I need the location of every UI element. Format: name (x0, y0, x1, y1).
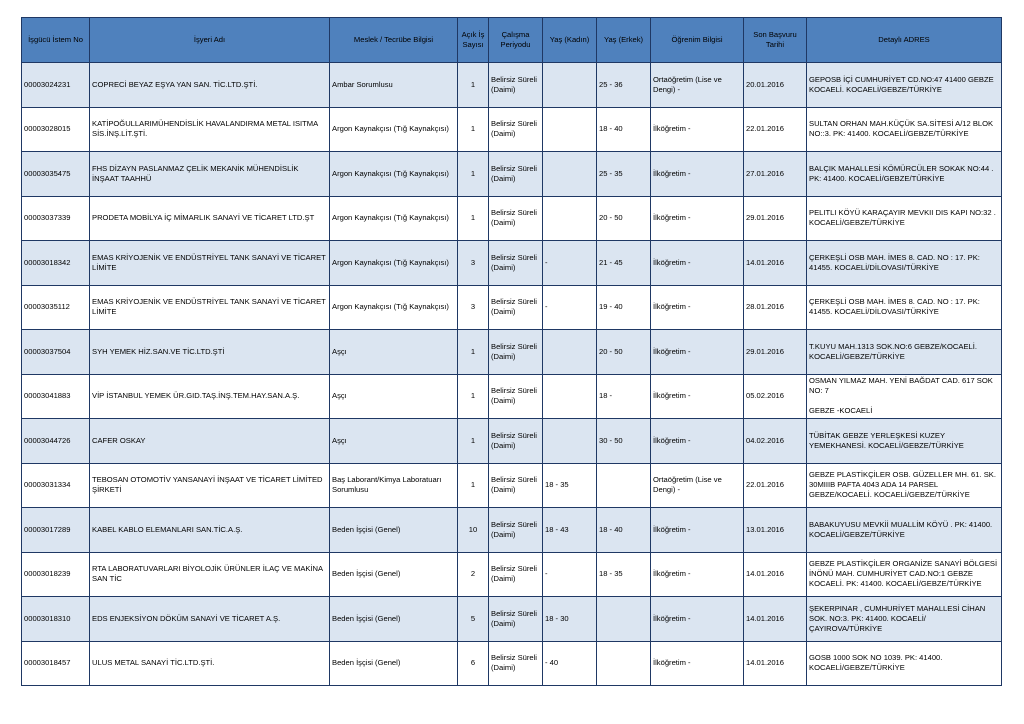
cell-isyeri-adi: RTA LABORATUVARLARI BİYOLOJİK ÜRÜNLER İLAÇ VE MAKİNA SAN TİC (90, 552, 330, 597)
cell-son-basvuru: 04.02.2016 (744, 419, 807, 464)
table-row (22, 285, 1002, 330)
cell-isyeri-adi: PRODETA MOBİLYA İÇ MİMARLIK SANAYİ VE TİCARET LTD.ŞT (90, 196, 330, 241)
cell-ogrenim: İlköğretim - (651, 330, 744, 375)
cell-calisma-periyodu: Belirsiz Süreli (Daimi) (489, 107, 543, 152)
cell-istem-no: 00003037339 (22, 196, 90, 241)
header-adres: Detaylı ADRES (807, 18, 1002, 63)
cell-acik-is: 5 (458, 597, 489, 642)
cell-yas-erkek: 18 - 35 (597, 552, 651, 597)
cell-son-basvuru: 14.01.2016 (744, 552, 807, 597)
cell-acik-is: 6 (458, 641, 489, 686)
table-row (22, 330, 1002, 375)
cell-yas-erkek (597, 641, 651, 686)
cell-acik-is: 3 (458, 241, 489, 286)
table-row (22, 552, 1002, 597)
cell-calisma-periyodu: Belirsiz Süreli (Daimi) (489, 196, 543, 241)
cell-calisma-periyodu: Belirsiz Süreli (Daimi) (489, 641, 543, 686)
cell-calisma-periyodu: Belirsiz Süreli (Daimi) (489, 463, 543, 508)
cell-son-basvuru: 27.01.2016 (744, 152, 807, 197)
cell-ogrenim: İlköğretim - (651, 241, 744, 286)
table-row (22, 463, 1002, 508)
cell-adres: PELITLI KÖYÜ KARAÇAYIR MEVKII DIS KAPI NO:32 . KOCAELİ/GEBZE/TÜRKİYE (807, 196, 1002, 241)
cell-isyeri-adi: SYH YEMEK HİZ.SAN.VE TİC.LTD.ŞTİ (90, 330, 330, 375)
cell-meslek: Beden İşçisi (Genel) (330, 508, 458, 553)
cell-yas-kadin: - (543, 552, 597, 597)
cell-meslek: Argon Kaynakçısı (Tığ Kaynakçısı) (330, 196, 458, 241)
cell-istem-no: 00003024231 (22, 63, 90, 108)
table-body (22, 63, 1002, 686)
cell-adres: BALÇIK MAHALLESİ KÖMÜRCÜLER SOKAK NO:44 . PK: 41400. KOCAELİ/GEBZE/TÜRKİYE (807, 152, 1002, 197)
cell-isyeri-adi: TEBOSAN OTOMOTİV YANSANAYİ İNŞAAT VE TİCARET LİMİTED ŞİRKETİ (90, 463, 330, 508)
cell-ogrenim: İlköğretim - (651, 508, 744, 553)
cell-adres: GEBZE PLASTİKÇİLER ORGANİZE SANAYİ BÖLGESİ İNÖNÜ MAH. CUMHURİYET CAD.NO:1 GEBZE KOCAELİ. PK: 41400. KOCAELİ/GEBZE/TÜRKİYE (807, 552, 1002, 597)
cell-ogrenim: Ortaöğretim (Lise ve Dengi) - (651, 463, 744, 508)
cell-meslek: Argon Kaynakçısı (Tığ Kaynakçısı) (330, 152, 458, 197)
cell-adres: ŞEKERPINAR , CUMHURİYET MAHALLESİ CİHAN SOK. NO:3. PK: 41400. KOCAELİ/ÇAYIROVA/TÜRKİYE (807, 597, 1002, 642)
table-row (22, 63, 1002, 108)
cell-calisma-periyodu: Belirsiz Süreli (Daimi) (489, 419, 543, 464)
cell-istem-no: 00003044726 (22, 419, 90, 464)
cell-yas-kadin: 18 - 30 (543, 597, 597, 642)
header-ogrenim: Öğrenim Bilgisi (651, 18, 744, 63)
cell-acik-is: 1 (458, 463, 489, 508)
cell-yas-erkek: 19 - 40 (597, 285, 651, 330)
cell-yas-erkek (597, 463, 651, 508)
table-row (22, 419, 1002, 464)
cell-yas-erkek: 18 - (597, 374, 651, 419)
cell-adres: TÜBİTAK GEBZE YERLEŞKESİ KUZEY YEMEKHANESİ. KOCAELİ/GEBZE/TÜRKİYE (807, 419, 1002, 464)
header-acik-is: Açık İş Sayısı (458, 18, 489, 63)
job-listing-sheet (21, 17, 1002, 686)
cell-yas-erkek: 30 - 50 (597, 419, 651, 464)
cell-acik-is: 1 (458, 152, 489, 197)
table-row (22, 152, 1002, 197)
cell-acik-is: 1 (458, 330, 489, 375)
table-row (22, 508, 1002, 553)
cell-ogrenim: İlköğretim - (651, 374, 744, 419)
cell-meslek: Aşçı (330, 419, 458, 464)
header-meslek: Meslek / Tecrübe Bilgisi (330, 18, 458, 63)
cell-yas-kadin: 18 - 43 (543, 508, 597, 553)
cell-son-basvuru: 14.01.2016 (744, 241, 807, 286)
cell-yas-erkek: 25 - 36 (597, 63, 651, 108)
cell-isyeri-adi: VİP İSTANBUL YEMEK ÜR.GID.TAŞ.İNŞ.TEM.HAY.SAN.A.Ş. (90, 374, 330, 419)
cell-istem-no: 00003018239 (22, 552, 90, 597)
cell-adres: OSMAN YILMAZ MAH. YENİ BAĞDAT CAD. 617 SOK NO: 7 GEBZE -KOCAELİ (807, 374, 1002, 419)
cell-son-basvuru: 20.01.2016 (744, 63, 807, 108)
cell-acik-is: 3 (458, 285, 489, 330)
cell-yas-erkek: 20 - 50 (597, 196, 651, 241)
table-row (22, 641, 1002, 686)
cell-calisma-periyodu: Belirsiz Süreli (Daimi) (489, 241, 543, 286)
cell-calisma-periyodu: Belirsiz Süreli (Daimi) (489, 374, 543, 419)
cell-son-basvuru: 29.01.2016 (744, 330, 807, 375)
cell-meslek: Beden İşçisi (Genel) (330, 552, 458, 597)
cell-yas-kadin (543, 63, 597, 108)
cell-yas-kadin: - 40 (543, 641, 597, 686)
header-row (22, 18, 1002, 63)
cell-meslek: Ambar Sorumlusu (330, 63, 458, 108)
cell-adres: T.KUYU MAH.1313 SOK.NO:6 GEBZE/KOCAELİ. KOCAELİ/GEBZE/TÜRKİYE (807, 330, 1002, 375)
cell-istem-no: 00003017289 (22, 508, 90, 553)
cell-adres: BABAKUYUSU MEVKİİ MUALLİM KÖYÜ . PK: 41400. KOCAELİ/GEBZE/TÜRKİYE (807, 508, 1002, 553)
cell-istem-no: 00003028015 (22, 107, 90, 152)
cell-acik-is: 1 (458, 196, 489, 241)
cell-ogrenim: Ortaöğretim (Lise ve Dengi) - (651, 63, 744, 108)
cell-adres: GEBZE PLASTİKÇİLER OSB. GÜZELLER MH. 61. SK. 30MIIIB PAFTA 4043 ADA 14 PARSEL GEBZE/KOCAELİ. KOCAELİ/GEBZE/TÜRKİYE (807, 463, 1002, 508)
cell-meslek: Argon Kaynakçısı (Tığ Kaynakçısı) (330, 285, 458, 330)
cell-yas-erkek: 18 - 40 (597, 107, 651, 152)
cell-ogrenim: İlköğretim - (651, 107, 744, 152)
cell-acik-is: 1 (458, 419, 489, 464)
cell-isyeri-adi: COPRECİ BEYAZ EŞYA YAN SAN. TİC.LTD.ŞTİ. (90, 63, 330, 108)
cell-adres: ÇERKEŞLİ OSB MAH. İMES 8. CAD. NO : 17. PK: 41455. KOCAELİ/DİLOVASI/TÜRKİYE (807, 241, 1002, 286)
cell-son-basvuru: 22.01.2016 (744, 463, 807, 508)
table-row (22, 196, 1002, 241)
cell-yas-erkek: 18 - 40 (597, 508, 651, 553)
cell-ogrenim: İlköğretim - (651, 285, 744, 330)
cell-calisma-periyodu: Belirsiz Süreli (Daimi) (489, 63, 543, 108)
cell-isyeri-adi: EDS ENJEKSİYON DÖKÜM SANAYİ VE TİCARET A.Ş. (90, 597, 330, 642)
cell-adres: ÇERKEŞLİ OSB MAH. İMES 8. CAD. NO : 17. PK: 41455. KOCAELİ/DİLOVASI/TÜRKİYE (807, 285, 1002, 330)
cell-meslek: Aşçı (330, 374, 458, 419)
cell-yas-erkek: 20 - 50 (597, 330, 651, 375)
cell-yas-kadin (543, 152, 597, 197)
cell-isyeri-adi: EMAS KRİYOJENİK VE ENDÜSTRİYEL TANK SANAYİ VE TİCARET LİMİTE (90, 285, 330, 330)
header-yas-kadin: Yaş (Kadın) (543, 18, 597, 63)
cell-istem-no: 00003035112 (22, 285, 90, 330)
cell-calisma-periyodu: Belirsiz Süreli (Daimi) (489, 552, 543, 597)
cell-acik-is: 10 (458, 508, 489, 553)
cell-yas-kadin: - (543, 241, 597, 286)
cell-ogrenim: İlköğretim - (651, 196, 744, 241)
table-row (22, 241, 1002, 286)
cell-yas-kadin (543, 107, 597, 152)
cell-isyeri-adi: KATİPOĞULLARIMÜHENDİSLİK HAVALANDIRMA METAL ISITMA SİS.İNŞ.LİT.ŞTİ. (90, 107, 330, 152)
table-row (22, 374, 1002, 419)
cell-meslek: Beden İşçisi (Genel) (330, 597, 458, 642)
cell-meslek: Argon Kaynakçısı (Tığ Kaynakçısı) (330, 241, 458, 286)
cell-istem-no: 00003031334 (22, 463, 90, 508)
cell-acik-is: 1 (458, 63, 489, 108)
cell-son-basvuru: 22.01.2016 (744, 107, 807, 152)
cell-yas-kadin (543, 330, 597, 375)
cell-son-basvuru: 13.01.2016 (744, 508, 807, 553)
cell-adres: SULTAN ORHAN MAH.KÜÇÜK SA.SİTESİ A/12 BLOK NO::3. PK: 41400. KOCAELİ/GEBZE/TÜRKİYE (807, 107, 1002, 152)
cell-yas-erkek: 21 - 45 (597, 241, 651, 286)
header-calisma-periyodu: Çalışma Periyodu (489, 18, 543, 63)
cell-acik-is: 1 (458, 374, 489, 419)
cell-son-basvuru: 14.01.2016 (744, 597, 807, 642)
cell-istem-no: 00003018310 (22, 597, 90, 642)
cell-meslek: Aşçı (330, 330, 458, 375)
cell-yas-kadin: - (543, 285, 597, 330)
cell-istem-no: 00003018342 (22, 241, 90, 286)
cell-isyeri-adi: ULUS METAL SANAYİ TİC.LTD.ŞTİ. (90, 641, 330, 686)
cell-calisma-periyodu: Belirsiz Süreli (Daimi) (489, 597, 543, 642)
cell-istem-no: 00003041883 (22, 374, 90, 419)
cell-calisma-periyodu: Belirsiz Süreli (Daimi) (489, 330, 543, 375)
cell-ogrenim: İlköğretim - (651, 419, 744, 464)
table-row (22, 597, 1002, 642)
cell-yas-kadin (543, 419, 597, 464)
table-header (22, 18, 1002, 63)
cell-ogrenim: İlköğretim - (651, 552, 744, 597)
cell-calisma-periyodu: Belirsiz Süreli (Daimi) (489, 152, 543, 197)
cell-meslek: Argon Kaynakçısı (Tığ Kaynakçısı) (330, 107, 458, 152)
cell-son-basvuru: 29.01.2016 (744, 196, 807, 241)
cell-acik-is: 1 (458, 107, 489, 152)
cell-isyeri-adi: FHS DİZAYN PASLANMAZ ÇELİK MEKANİK MÜHENDİSLİK İNŞAAT TAAHHÜ (90, 152, 330, 197)
header-isyeri-adi: İşyeri Adı (90, 18, 330, 63)
cell-isyeri-adi: CAFER OSKAY (90, 419, 330, 464)
cell-istem-no: 00003035475 (22, 152, 90, 197)
cell-istem-no: 00003037504 (22, 330, 90, 375)
table-row (22, 107, 1002, 152)
cell-acik-is: 2 (458, 552, 489, 597)
cell-calisma-periyodu: Belirsiz Süreli (Daimi) (489, 508, 543, 553)
header-son-basvuru: Son Başvuru Tarihi (744, 18, 807, 63)
cell-ogrenim: İlköğretim - (651, 641, 744, 686)
header-yas-erkek: Yaş (Erkek) (597, 18, 651, 63)
cell-yas-kadin (543, 374, 597, 419)
cell-yas-erkek: 25 - 35 (597, 152, 651, 197)
cell-ogrenim: İlköğretim - (651, 597, 744, 642)
job-listing-table (21, 17, 1002, 686)
cell-son-basvuru: 05.02.2016 (744, 374, 807, 419)
cell-adres: GEPOSB İÇİ CUMHURİYET CD.NO:47 41400 GEBZE KOCAELİ. KOCAELİ/GEBZE/TÜRKİYE (807, 63, 1002, 108)
cell-isyeri-adi: EMAS KRİYOJENİK VE ENDÜSTRİYEL TANK SANAYİ VE TİCARET LİMİTE (90, 241, 330, 286)
cell-meslek: Baş Laborant/Kimya Laboratuarı Sorumlusu (330, 463, 458, 508)
cell-yas-erkek (597, 597, 651, 642)
cell-son-basvuru: 28.01.2016 (744, 285, 807, 330)
cell-son-basvuru: 14.01.2016 (744, 641, 807, 686)
cell-ogrenim: İlköğretim - (651, 152, 744, 197)
cell-istem-no: 00003018457 (22, 641, 90, 686)
cell-yas-kadin: 18 - 35 (543, 463, 597, 508)
cell-calisma-periyodu: Belirsiz Süreli (Daimi) (489, 285, 543, 330)
cell-meslek: Beden İşçisi (Genel) (330, 641, 458, 686)
cell-isyeri-adi: KABEL KABLO ELEMANLARI SAN.TİC.A.Ş. (90, 508, 330, 553)
cell-adres: GOSB 1000 SOK NO 1039. PK: 41400. KOCAELİ/GEBZE/TÜRKİYE (807, 641, 1002, 686)
header-istem-no: İşgücü İstem No (22, 18, 90, 63)
cell-yas-kadin (543, 196, 597, 241)
